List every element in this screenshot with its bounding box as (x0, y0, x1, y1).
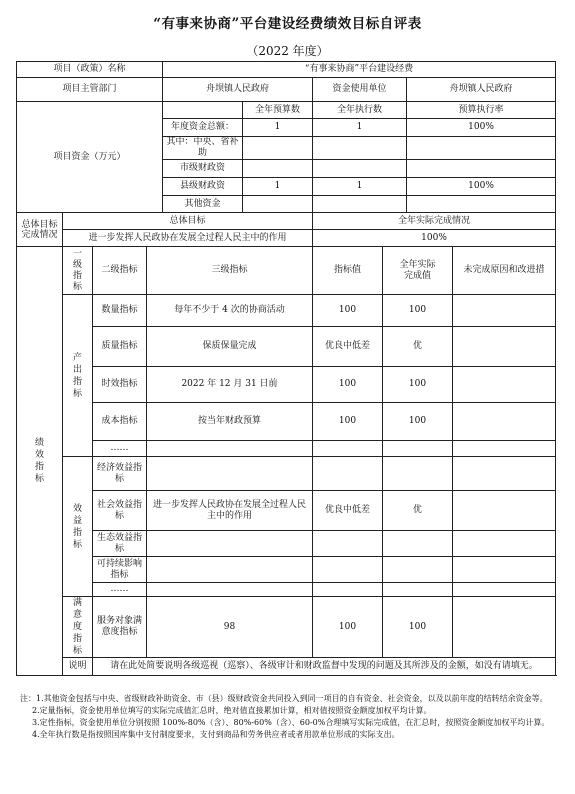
social-reason (453, 491, 556, 531)
user-label: 资金使用单位 (313, 78, 407, 102)
social-label: 社会效益指标 (93, 491, 147, 531)
satisfaction-target: 100 (313, 597, 383, 658)
empty-cell (313, 557, 383, 583)
funds-row-exec: 1 (313, 178, 407, 196)
cost-item: 按当年财政预算 (147, 403, 313, 441)
funds-row-label: 其他资金 (163, 196, 243, 213)
benefit-ellipsis: …… (93, 583, 147, 597)
overall-actual: 100% (313, 230, 556, 247)
funds-row-budget: 1 (243, 178, 313, 196)
perf-h-actual: 全年实际完成值 (383, 247, 453, 295)
quantity-label: 数量指标 (93, 295, 147, 327)
perf-h-level2: 二级指标 (93, 247, 147, 295)
funds-row-budget (243, 137, 313, 160)
funds-row-label: 县级财政资 (163, 178, 243, 196)
footnote: 4.全年执行数是指按照国库集中支付制度要求，支付到商品和劳务供应者或者用款单位形成的实际支出。 (32, 730, 400, 739)
empty-cell (453, 441, 556, 457)
empty-cell (147, 441, 313, 457)
quality-label: 质量指标 (93, 327, 147, 367)
economic-label: 经济效益指标 (93, 457, 147, 491)
empty-cell (147, 531, 313, 557)
footnote: 2.定量指标，资金使用单位填写的实际完成值汇总时，绝对值直接累加计算，相对值按照资金额度加权平均计算。 (32, 706, 432, 715)
overall-actual-header: 全年实际完成情况 (313, 213, 556, 230)
satisfaction-actual: 100 (383, 597, 453, 658)
quality-actual: 优 (383, 327, 453, 367)
timeliness-reason (453, 367, 556, 403)
footnotes (20, 693, 555, 741)
funds-row-exec: 1 (313, 119, 407, 137)
funds-row-exec (313, 196, 407, 213)
empty-cell (313, 531, 383, 557)
quality-reason (453, 327, 556, 367)
social-actual: 优 (383, 491, 453, 531)
funds-row-rate: 100% (407, 178, 556, 196)
funds-col-rate: 预算执行率 (407, 102, 556, 119)
cost-reason (453, 403, 556, 441)
empty-cell (313, 457, 383, 491)
remark-text: 请在此处简要说明各级巡视（巡察）、各级审计和财政监督中发现的问题及其所涉及的金额，如没有请填无。 (93, 658, 556, 676)
perf-h-target: 指标值 (313, 247, 383, 295)
user-value: 舟坝镇人民政府 (407, 78, 556, 102)
funds-row-label: 市级财政资 (163, 160, 243, 178)
funds-header-blank (163, 102, 243, 119)
overall-goal: 进一步发挥人民政协在发展全过程人民主中的作用 (63, 230, 313, 247)
empty-cell (383, 457, 453, 491)
funds-row-label: 年度资金总额： (163, 119, 243, 137)
funds-row-budget (243, 160, 313, 178)
cost-target: 100 (313, 403, 383, 441)
funds-row-exec (313, 160, 407, 178)
quality-target: 优良中低差 (313, 327, 383, 367)
funds-row-rate (407, 196, 556, 213)
funds-row-rate: 100% (407, 119, 556, 137)
funds-row-rate (407, 137, 556, 160)
empty-cell (383, 531, 453, 557)
quantity-actual: 100 (383, 295, 453, 327)
funds-row-budget: 1 (243, 119, 313, 137)
evaluation-table (16, 61, 556, 676)
overall-goal-header: 总体目标 (63, 213, 313, 230)
remark-label: 说明 (63, 658, 93, 676)
empty-cell (147, 583, 313, 597)
footnote: 注：1.其他资金包括与中央、省级财政补助资金、市（县）级财政资金共同投入到同一项目的自有资金、社会资金，以及以前年度的结转结余资金等。 (20, 694, 548, 703)
quantity-item: 每年不少于 4 次的协商活动 (147, 295, 313, 327)
social-target: 优良中低差 (313, 491, 383, 531)
page-title: “有事来协商”平台建设经费绩效目标自评表 (153, 16, 422, 32)
output-ellipsis: …… (93, 441, 147, 457)
empty-cell (383, 441, 453, 457)
timeliness-actual: 100 (383, 367, 453, 403)
empty-cell (383, 583, 453, 597)
funds-col-budget: 全年预算数 (243, 102, 313, 119)
report-year: （2022 年度） (246, 44, 329, 58)
sustainable-label: 可持续影响指标 (93, 557, 147, 583)
quantity-reason (453, 295, 556, 327)
dept-label: 项目主管部门 (17, 78, 163, 102)
benefit-label: 效益指标 (63, 457, 93, 597)
empty-cell (313, 583, 383, 597)
empty-cell (147, 457, 313, 491)
funds-row-rate (407, 160, 556, 178)
perf-h-reason: 未完成原因和改进措 (453, 247, 556, 295)
dept-value: 舟坝镇人民政府 (163, 78, 313, 102)
empty-cell (147, 557, 313, 583)
timeliness-target: 100 (313, 367, 383, 403)
project-name-value: “有事来协商”平台建设经费 (163, 62, 556, 78)
perf-h-level1: 一级指标 (63, 247, 93, 295)
perf-label: 绩效指标 (17, 247, 63, 676)
funds-row-budget (243, 196, 313, 213)
funds-col-exec: 全年执行数 (313, 102, 407, 119)
cost-label: 成本指标 (93, 403, 147, 441)
empty-cell (453, 583, 556, 597)
timeliness-label: 时效指标 (93, 367, 147, 403)
empty-cell (313, 441, 383, 457)
ecological-label: 生态效益指标 (93, 531, 147, 557)
satisfaction-indicator: 服务对象满意度指标 (93, 597, 147, 658)
timeliness-item: 2022 年 12 月 31 日前 (147, 367, 313, 403)
quality-item: 保质保量完成 (147, 327, 313, 367)
funds-label: 项目资金（万元） (17, 102, 163, 213)
quantity-target: 100 (313, 295, 383, 327)
cost-actual: 100 (383, 403, 453, 441)
empty-cell (453, 557, 556, 583)
output-label: 产出指标 (63, 295, 93, 457)
overall-label: 总体目标完成情况 (17, 213, 63, 247)
perf-h-level3: 三级指标 (147, 247, 313, 295)
satisfaction-reason (453, 597, 556, 658)
empty-cell (453, 457, 556, 491)
funds-row-exec (313, 137, 407, 160)
empty-cell (383, 557, 453, 583)
empty-cell (453, 531, 556, 557)
satisfaction-label: 满意度指标 (63, 597, 93, 658)
funds-row-label: 其中：中央、省补助 (163, 137, 243, 160)
satisfaction-item: 98 (147, 597, 313, 658)
footnote: 3.定性指标，资金使用单位分别按照 100%-80%（含）、80%-60%（含）、60-0%合理填写实际完成值，在汇总时，按照资金额度加权平均计算。 (32, 718, 550, 727)
social-item: 进一步发挥人民政协在发展全过程人民主中的作用 (147, 491, 313, 531)
project-name-label: 项目（政策）名称 (17, 62, 163, 78)
